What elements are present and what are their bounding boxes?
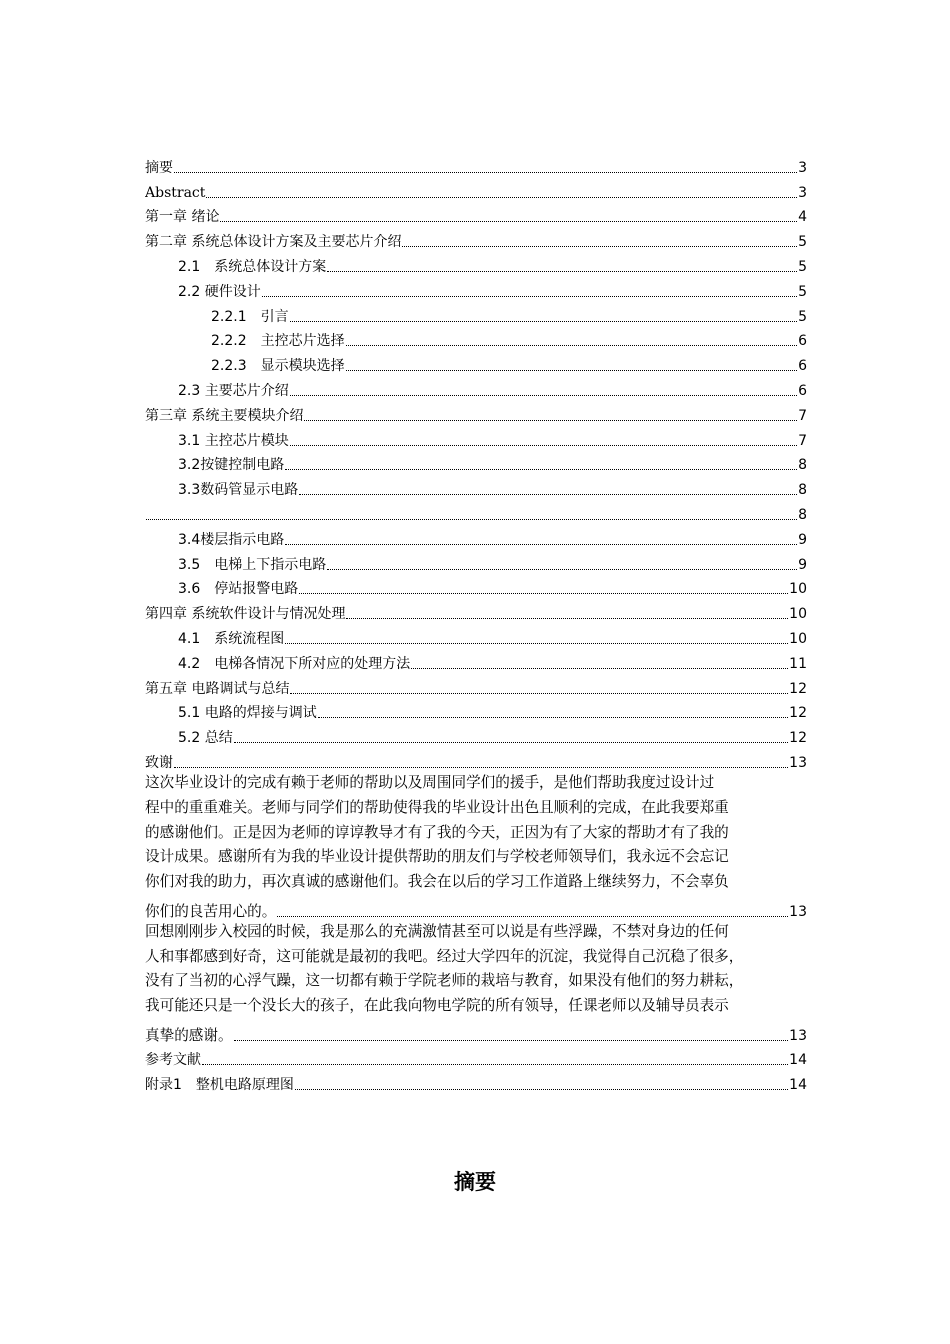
toc-entry[interactable] xyxy=(145,349,807,374)
toc-page-number: 10 xyxy=(789,630,807,647)
toc-leader-dots xyxy=(285,468,797,470)
toc-entry-label: 2.3 主要芯片介绍 xyxy=(178,382,289,399)
toc-entry-label: 第四章 系统软件设计与情况处理 xyxy=(145,606,346,623)
toc-page-number: 9 xyxy=(798,531,807,548)
paragraph-line: 人和事都感到好奇，这可能就是最初的我吧。经过大学四年的沉淀，我觉得自己沉稳了很多， xyxy=(145,947,744,965)
toc-leader-dots xyxy=(290,320,797,322)
toc-entry-label: 第三章 系统主要模块介绍 xyxy=(145,407,304,424)
paragraph-line: 这次毕业设计的完成有赖于老师的帮助以及周围同学们的援手，是他们帮助我度过设计过 xyxy=(145,773,715,791)
toc-entry-label: 3.5 电梯上下指示电路 xyxy=(178,556,327,573)
toc-leader-dots xyxy=(402,245,797,247)
toc-entry[interactable] xyxy=(145,449,807,474)
toc-page-number: 7 xyxy=(798,407,807,424)
toc-entry[interactable] xyxy=(145,374,807,399)
toc-entry[interactable] xyxy=(145,176,807,201)
toc-entry-label: 3.3数码管显示电路 xyxy=(178,482,299,499)
paragraph-line: 的感谢他们。正是因为老师的谆谆教导才有了我的今天，正因为有了大家的帮助才有了我的 xyxy=(145,823,729,841)
toc-entry[interactable] xyxy=(145,225,807,250)
toc-leader-dots xyxy=(346,369,797,371)
toc-entry[interactable] xyxy=(145,1068,807,1093)
toc-leader-dots xyxy=(220,220,797,222)
toc-entry[interactable] xyxy=(145,473,807,498)
toc-entry[interactable] xyxy=(145,647,807,672)
toc-leader-dots xyxy=(262,295,797,297)
toc-page-number: 9 xyxy=(798,556,807,573)
toc-entry-label: 参考文献 xyxy=(145,1052,201,1069)
toc-entry-label: 你们的良苦用心的。 xyxy=(145,902,277,920)
toc-entry-label: 2.2.1 引言 xyxy=(211,308,289,325)
toc-entry[interactable] xyxy=(145,597,807,622)
toc-leader-dots xyxy=(234,741,788,743)
toc-leader-dots xyxy=(174,766,788,768)
toc-leader-dots xyxy=(295,1088,788,1090)
toc-leader-dots xyxy=(327,568,797,570)
toc-entry-label: Abstract xyxy=(145,184,206,201)
toc-page-number: 8 xyxy=(798,457,807,474)
toc-leader-dots xyxy=(234,1039,789,1041)
toc-entry[interactable] xyxy=(145,622,807,647)
toc-entry[interactable] xyxy=(145,151,807,176)
toc-entry[interactable] xyxy=(145,573,807,598)
toc-entry-label: 2.2.3 显示模块选择 xyxy=(211,358,345,375)
section-heading-abstract: 摘要 xyxy=(454,1170,496,1194)
toc-page-number: 13 xyxy=(789,903,807,920)
toc-leader-dots xyxy=(327,270,797,272)
toc-entry-label: 附录1 整机电路原理图 xyxy=(145,1077,294,1094)
paragraph-line: 设计成果。感谢所有为我的毕业设计提供帮助的朋友们与学校老师领导们，我永远不会忘记 xyxy=(145,848,729,866)
toc-page-number: 6 xyxy=(798,358,807,375)
toc-page-number: 12 xyxy=(789,705,807,722)
toc-leader-dots xyxy=(346,617,788,619)
paragraph-line: 回想刚刚步入校园的时候，我是那么的充满激情甚至可以说是有些浮躁，不禁对身边的任何 xyxy=(145,922,729,940)
toc-entry-label: 4.1 系统流程图 xyxy=(178,630,285,647)
toc-entry[interactable] xyxy=(145,250,807,275)
toc-leader-dots xyxy=(206,196,797,198)
toc-page-number: 5 xyxy=(798,258,807,275)
toc-leader-dots xyxy=(285,642,788,644)
toc-leader-dots xyxy=(285,543,797,545)
toc-entry-label: 第一章 绪论 xyxy=(145,209,220,226)
toc-entry-label: 3.2按键控制电路 xyxy=(178,457,285,474)
toc-page-number: 14 xyxy=(789,1077,807,1094)
toc-entry-label: 摘要 xyxy=(145,159,173,176)
toc-entry-label: 第五章 电路调试与总结 xyxy=(145,680,290,697)
toc-leader-dots xyxy=(146,518,797,520)
toc-page-number: 6 xyxy=(798,382,807,399)
toc-entry[interactable] xyxy=(145,300,807,325)
toc-leader-dots xyxy=(411,667,788,669)
toc-entry[interactable] xyxy=(145,424,807,449)
toc-leader-dots xyxy=(290,692,788,694)
toc-entry[interactable] xyxy=(145,746,807,771)
toc-page-number: 5 xyxy=(798,308,807,325)
toc-entry[interactable] xyxy=(145,721,807,746)
toc-leader-dots xyxy=(277,915,788,917)
toc-leader-dots xyxy=(290,394,797,396)
toc-leader-dots xyxy=(174,171,797,173)
toc-entry[interactable] xyxy=(145,697,807,722)
toc-entry[interactable] xyxy=(145,523,807,548)
toc-page-number: 5 xyxy=(798,283,807,300)
toc-entry-label: 2.2.2 主控芯片选择 xyxy=(211,333,345,350)
toc-entry-label: 2.1 系统总体设计方案 xyxy=(178,258,327,275)
toc-page-number: 4 xyxy=(798,209,807,226)
toc-page-number: 5 xyxy=(798,234,807,251)
toc-acknowledgement-paragraph-1[interactable] xyxy=(145,771,807,895)
toc-page-number: 8 xyxy=(798,506,807,523)
toc-entry-label: 5.2 总结 xyxy=(178,730,233,747)
toc-page-number: 8 xyxy=(798,482,807,499)
toc-entry-label: 3.4楼层指示电路 xyxy=(178,531,285,548)
toc-entry[interactable] xyxy=(145,498,807,523)
toc-page-number: 10 xyxy=(789,581,807,598)
toc-acknowledgement-paragraph-2[interactable] xyxy=(145,920,807,1019)
toc-page-number: 10 xyxy=(789,606,807,623)
toc-page-number: 6 xyxy=(798,333,807,350)
toc-entry[interactable] xyxy=(145,275,807,300)
toc-leader-dots xyxy=(318,716,788,718)
toc-leader-dots xyxy=(202,1063,788,1065)
paragraph-line: 程中的重重难关。老师与同学们的帮助使得我的毕业设计出色且顺利的完成，在此我要郑重 xyxy=(145,798,729,816)
toc-page-number: 14 xyxy=(789,1052,807,1069)
toc-page-number: 11 xyxy=(789,655,807,672)
toc-entry[interactable] xyxy=(145,895,807,920)
toc-entry[interactable] xyxy=(145,1044,807,1069)
toc-page-number: 3 xyxy=(798,159,807,176)
toc-entry[interactable] xyxy=(145,399,807,424)
table-of-contents xyxy=(145,151,807,1093)
toc-page-number: 12 xyxy=(789,680,807,697)
toc-entry-label: 5.1 电路的焊接与调试 xyxy=(178,705,317,722)
toc-entry[interactable] xyxy=(145,548,807,573)
toc-entry-label: 3.1 主控芯片模块 xyxy=(178,432,289,449)
toc-page-number: 13 xyxy=(789,754,807,771)
toc-page-number: 12 xyxy=(789,730,807,747)
toc-leader-dots xyxy=(304,419,797,421)
toc-leader-dots xyxy=(299,493,797,495)
toc-entry[interactable] xyxy=(145,1019,807,1044)
toc-leader-dots xyxy=(346,344,797,346)
toc-entry-label: 真挚的感谢。 xyxy=(145,1026,233,1044)
paragraph-line: 没有了当初的心浮气躁，这一切都有赖于学院老师的栽培与教育，如果没有他们的努力耕耘， xyxy=(145,972,744,990)
toc-entry-label: 3.6 停站报警电路 xyxy=(178,581,299,598)
toc-page-number: 7 xyxy=(798,432,807,449)
toc-entry[interactable] xyxy=(145,201,807,226)
toc-leader-dots xyxy=(290,444,797,446)
toc-entry-label: 2.2 硬件设计 xyxy=(178,283,261,300)
toc-entry[interactable] xyxy=(145,672,807,697)
toc-entry-label: 4.2 电梯各情况下所对应的处理方法 xyxy=(178,655,411,672)
paragraph-line: 你们对我的助力，再次真诚的感谢他们。我会在以后的学习工作道路上继续努力，不会辜负 xyxy=(145,873,729,891)
paragraph-line: 我可能还只是一个没长大的孩子，在此我向物电学院的所有领导，任课老师以及辅导员表示 xyxy=(145,997,729,1015)
toc-entry[interactable] xyxy=(145,325,807,350)
toc-entry-label: 第二章 系统总体设计方案及主要芯片介绍 xyxy=(145,234,402,251)
toc-page-number: 13 xyxy=(789,1027,807,1044)
toc-page-number: 3 xyxy=(798,184,807,201)
toc-leader-dots xyxy=(299,592,788,594)
toc-entry-label: 致谢 xyxy=(145,754,173,771)
